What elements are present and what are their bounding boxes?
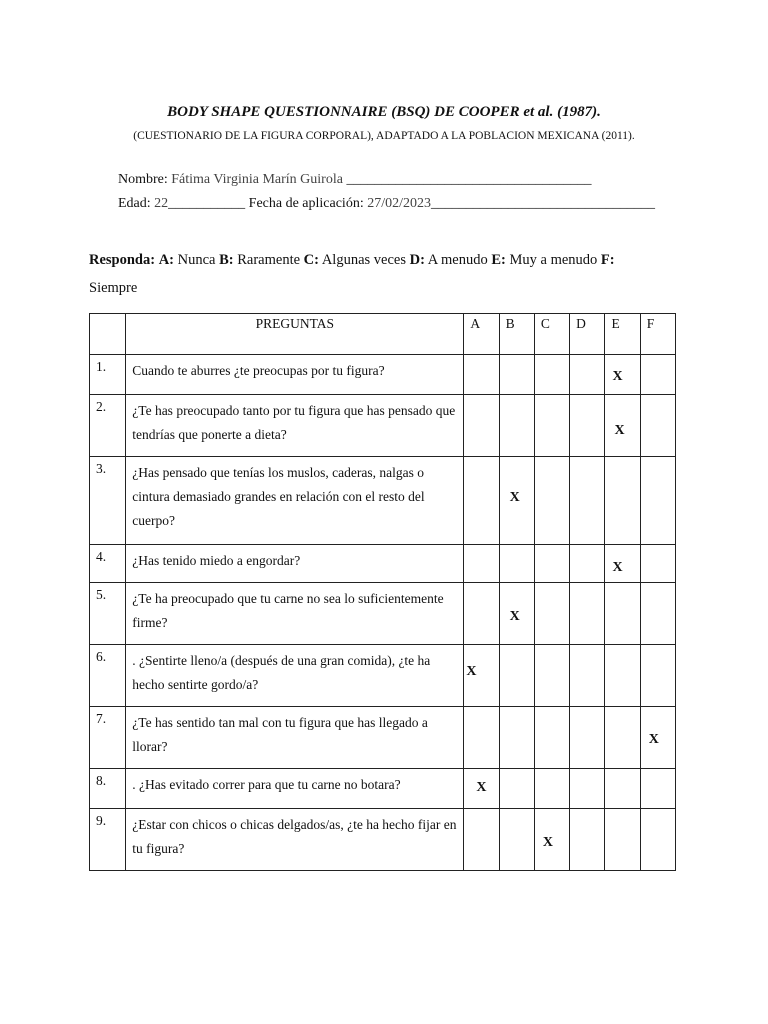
answer-cell-f[interactable] bbox=[640, 645, 675, 707]
header-num-cell bbox=[90, 314, 126, 355]
answer-cell-d[interactable] bbox=[570, 583, 605, 645]
answer-mark: X bbox=[509, 609, 520, 624]
question-text: ¿Te has preocupado tanto por tu figura que has pensado que tendrías que ponerte a dieta? bbox=[126, 395, 464, 457]
answer-cell-f[interactable] bbox=[640, 769, 675, 809]
answer-cell-a[interactable] bbox=[464, 545, 499, 583]
answer-cell-b[interactable] bbox=[499, 769, 534, 809]
date-blank: ________________________________ bbox=[431, 196, 655, 211]
answer-cell-a[interactable] bbox=[464, 457, 499, 545]
answer-cell-b[interactable] bbox=[499, 707, 534, 769]
answer-cell-c[interactable] bbox=[534, 809, 569, 871]
answer-cell-f[interactable] bbox=[640, 355, 675, 395]
answer-mark: X bbox=[509, 490, 520, 505]
answer-cell-c[interactable] bbox=[534, 707, 569, 769]
answer-cell-f[interactable] bbox=[640, 707, 675, 769]
answer-cell-e[interactable] bbox=[605, 645, 640, 707]
answer-cell-b[interactable] bbox=[499, 355, 534, 395]
option-key-b: B: bbox=[219, 252, 234, 268]
table-row bbox=[90, 355, 676, 395]
option-text-c: Algunas veces bbox=[321, 252, 406, 268]
age-date-line bbox=[118, 196, 655, 212]
table-row bbox=[90, 545, 676, 583]
answer-cell-a[interactable] bbox=[464, 395, 499, 457]
answer-mark: X bbox=[466, 664, 477, 679]
table-row bbox=[90, 769, 676, 809]
question-number: 5. bbox=[90, 583, 126, 645]
answer-mark: X bbox=[476, 780, 487, 795]
answer-cell-f[interactable] bbox=[640, 583, 675, 645]
question-text: ¿Te has sentido tan mal con tu figura que has llegado a llorar? bbox=[126, 707, 464, 769]
option-key-f: F: bbox=[600, 252, 615, 268]
answer-mark: X bbox=[614, 423, 625, 438]
table-row bbox=[90, 457, 676, 545]
table-row bbox=[90, 395, 676, 457]
option-text-a: Nunca bbox=[177, 252, 216, 268]
question-number: 3. bbox=[90, 457, 126, 545]
header-option-c: C bbox=[534, 314, 569, 355]
answer-cell-a[interactable] bbox=[464, 809, 499, 871]
question-number: 6. bbox=[90, 645, 126, 707]
question-number: 2. bbox=[90, 395, 126, 457]
answer-cell-e[interactable] bbox=[605, 457, 640, 545]
answer-cell-e[interactable] bbox=[605, 355, 640, 395]
header-option-a: A bbox=[464, 314, 499, 355]
answer-cell-f[interactable] bbox=[640, 457, 675, 545]
answer-mark: X bbox=[542, 835, 554, 850]
question-number: 8. bbox=[90, 769, 126, 809]
header-option-f: F bbox=[640, 314, 675, 355]
answer-cell-d[interactable] bbox=[570, 395, 605, 457]
answer-cell-e[interactable] bbox=[605, 769, 640, 809]
answer-cell-e[interactable] bbox=[605, 545, 640, 583]
header-option-b: B bbox=[499, 314, 534, 355]
option-key-d: D: bbox=[409, 252, 425, 268]
name-blank: ___________________________________ bbox=[346, 172, 592, 187]
answer-cell-c[interactable] bbox=[534, 457, 569, 545]
age-value[interactable]: 22 bbox=[154, 196, 169, 211]
answer-cell-a[interactable] bbox=[464, 769, 499, 809]
answer-cell-c[interactable] bbox=[534, 583, 569, 645]
question-number: 7. bbox=[90, 707, 126, 769]
response-instructions bbox=[89, 246, 649, 302]
question-text: Cuando te aburres ¿te preocupas por tu figura? bbox=[126, 355, 464, 395]
option-text-e: Muy a menudo bbox=[509, 252, 598, 268]
answer-mark: X bbox=[612, 369, 623, 384]
question-text: ¿Has pensado que tenías los muslos, caderas, nalgas o cintura demasiado grandes en relación con el resto del cuerpo? bbox=[126, 457, 464, 545]
question-number: 9. bbox=[90, 809, 126, 871]
answer-cell-b[interactable] bbox=[499, 395, 534, 457]
questionnaire-table bbox=[89, 313, 676, 871]
header-option-e: E bbox=[605, 314, 640, 355]
date-label: Fecha de aplicación: bbox=[248, 196, 364, 211]
answer-cell-d[interactable] bbox=[570, 769, 605, 809]
header-option-d: D bbox=[570, 314, 605, 355]
answer-cell-b[interactable] bbox=[499, 809, 534, 871]
option-text-f: Siempre bbox=[89, 280, 138, 296]
answer-cell-a[interactable] bbox=[464, 645, 499, 707]
age-label: Edad: bbox=[118, 196, 151, 211]
answer-cell-c[interactable] bbox=[534, 395, 569, 457]
table-header-row bbox=[90, 314, 676, 355]
document-subtitle: (CUESTIONARIO DE LA FIGURA CORPORAL), ADAPTADO A LA POBLACION MEXICANA (2011). bbox=[133, 130, 635, 142]
answer-cell-e[interactable] bbox=[605, 809, 640, 871]
answer-cell-c[interactable] bbox=[534, 769, 569, 809]
answer-cell-d[interactable] bbox=[570, 457, 605, 545]
option-key-e: E: bbox=[491, 252, 506, 268]
answer-cell-c[interactable] bbox=[534, 645, 569, 707]
answer-cell-f[interactable] bbox=[640, 395, 675, 457]
question-text: ¿Te ha preocupado que tu carne no sea lo suficientemente firme? bbox=[126, 583, 464, 645]
option-key-a: A: bbox=[158, 252, 175, 268]
answer-cell-d[interactable] bbox=[570, 707, 605, 769]
date-value[interactable]: 27/02/2023 bbox=[367, 196, 431, 211]
answer-cell-a[interactable] bbox=[464, 707, 499, 769]
answer-cell-b[interactable] bbox=[499, 545, 534, 583]
answer-mark: X bbox=[612, 560, 623, 575]
answer-cell-e[interactable] bbox=[605, 395, 640, 457]
answer-cell-b[interactable] bbox=[499, 457, 534, 545]
answer-cell-a[interactable] bbox=[464, 583, 499, 645]
table-row bbox=[90, 809, 676, 871]
name-line bbox=[118, 172, 591, 188]
table-row bbox=[90, 707, 676, 769]
option-text-d: A menudo bbox=[427, 252, 488, 268]
option-text-b: Raramente bbox=[237, 252, 301, 268]
answer-cell-d[interactable] bbox=[570, 809, 605, 871]
answer-cell-b[interactable] bbox=[499, 645, 534, 707]
name-value[interactable]: Fátima Virginia Marín Guirola bbox=[171, 172, 343, 187]
question-text: ¿Estar con chicos o chicas delgados/as, ¿te ha hecho fijar en tu figura? bbox=[126, 809, 464, 871]
question-text: . ¿Sentirte lleno/a (después de una gran comida), ¿te ha hecho sentirte gordo/a? bbox=[126, 645, 464, 707]
answer-cell-e[interactable] bbox=[605, 707, 640, 769]
table-row bbox=[90, 645, 676, 707]
question-number: 4. bbox=[90, 545, 126, 583]
name-label: Nombre: bbox=[118, 172, 168, 187]
answer-cell-f[interactable] bbox=[640, 545, 675, 583]
age-blank: ___________ bbox=[168, 196, 246, 211]
answer-cell-b[interactable] bbox=[499, 583, 534, 645]
answer-cell-c[interactable] bbox=[534, 545, 569, 583]
question-text: ¿Has tenido miedo a engordar? bbox=[126, 545, 464, 583]
answer-cell-c[interactable] bbox=[534, 355, 569, 395]
answer-mark: X bbox=[648, 732, 659, 747]
document-title: BODY SHAPE QUESTIONNAIRE (BSQ) DE COOPER et al. (1987). bbox=[167, 104, 601, 120]
option-key-c: C: bbox=[303, 252, 319, 268]
answer-cell-f[interactable] bbox=[640, 809, 675, 871]
header-questions: PREGUNTAS bbox=[126, 314, 464, 355]
answer-cell-d[interactable] bbox=[570, 545, 605, 583]
question-text: . ¿Has evitado correr para que tu carne no botara? bbox=[126, 769, 464, 809]
answer-cell-a[interactable] bbox=[464, 355, 499, 395]
table-row bbox=[90, 583, 676, 645]
answer-cell-d[interactable] bbox=[570, 645, 605, 707]
instructions-lead: Responda: bbox=[89, 252, 156, 268]
question-number: 1. bbox=[90, 355, 126, 395]
answer-cell-d[interactable] bbox=[570, 355, 605, 395]
answer-cell-e[interactable] bbox=[605, 583, 640, 645]
